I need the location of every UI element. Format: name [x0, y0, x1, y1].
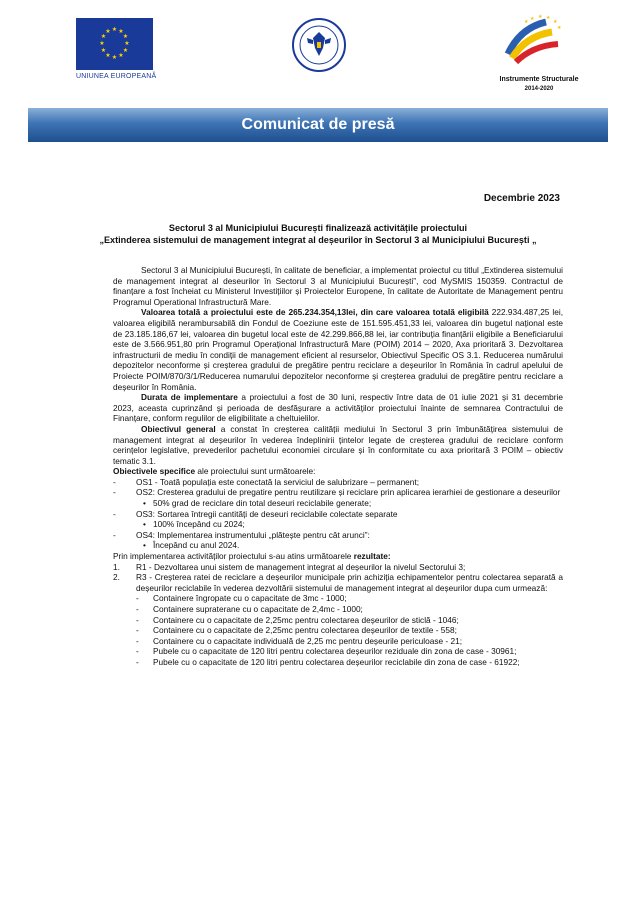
svg-text:★: ★: [100, 47, 107, 54]
svg-text:★: ★: [105, 28, 111, 35]
svg-text:★: ★: [105, 52, 111, 59]
equipment-item: [113, 593, 563, 604]
list-item-os1: [113, 477, 563, 488]
svg-text:★: ★: [530, 16, 535, 22]
specific-objectives-text: ale proiectului sunt următoarele:: [195, 466, 316, 477]
general-objective-text: a constat în creșterea calității mediului în Sectorul 3 prin îmbunătățirea sistemului de management integrat al deșeurilor în vederea îndeplinirii țintelor legate de creșterea gradului de reciclare conform cerințelor legislative, prevederilor pachetului economiei circulare și în conformitate cu axa prioritară 3 POIM – obiectiv tematic 3.1.: [113, 423, 563, 466]
equipment-item: [113, 604, 563, 615]
results-bold: rezultate:: [353, 551, 391, 562]
list-item-os4-target: [113, 540, 563, 551]
svg-text:★: ★: [118, 28, 124, 35]
dash-marker: -: [136, 625, 139, 636]
equipment-text: Containere supraterane cu o capacitate de 2,4mc - 1000;: [153, 604, 363, 614]
os4-target-text: Începând cu anul 2024.: [153, 540, 240, 551]
eu-flag-icon: [76, 18, 153, 70]
release-body: [113, 265, 563, 668]
equipment-item: [113, 625, 563, 636]
number-marker: 2.: [113, 572, 120, 583]
result-item-2: [113, 572, 563, 593]
list-item-os4: [113, 530, 563, 541]
bullet-marker: •: [143, 540, 146, 551]
release-heading: [60, 222, 576, 246]
svg-text:★: ★: [524, 19, 529, 25]
value-paragraph: [113, 307, 563, 392]
equipment-item: [113, 657, 563, 668]
equipment-text: Containere cu o capacitate de 2,25mc pentru colectarea deșeurilor de textile - 558;: [153, 625, 457, 636]
result-item-1: [113, 562, 563, 573]
eu-caption: UNIUNEA EUROPEANĂ: [76, 73, 157, 80]
intro-paragraph: Sectorul 3 al Municipiului București, în calitate de beneficiar, a implementat proiectul cu titlul „Extinderea sistemului de management integrat al deseurilor în Sectorul 3 al Municipiului București”, cod MySMIS 150359. Contractul de finanțare a fost încheiat cu Ministerul Investițiilor și Proiectelor Europene, în calitate de Autoritate de Management pentru Programul Operational Infrastructură Mare.: [113, 265, 563, 307]
structural-instruments-logo-icon: [500, 14, 564, 66]
banner-title: Comunicat de presă: [241, 116, 395, 133]
equipment-text: Containere cu o capacitate individuală de 2,25 mc pentru deșeurile periculoase - 21;: [153, 635, 463, 646]
svg-text:★: ★: [546, 15, 551, 21]
result-2-text: R3 - Creșterea ratei de reciclare a deșeurilor municipale prin achiziția echipamentelor pentru colectarea separată a deșeurilor reciclabile în vederea dezvoltării sistemului de management integrat al deșeurilor dupa cum urmează:: [136, 572, 563, 593]
duration-text: a proiectului a fost de 30 luni, respectiv între data de 01 iulie 2021 și 31 decembrie 2023, aceasta cuprinzând și perioada de desfășurare a activităților proiectului înainte de semnarea Contractului de Finanțare, conform regulilor de eligibilitate a cheltuielilor.: [113, 392, 563, 424]
svg-text:★: ★: [122, 47, 129, 54]
structural-instruments-caption: Instrumente Structurale: [499, 76, 579, 83]
results-intro-text: Prin implementarea activităților proiectului s-au atins următoarele: [113, 551, 354, 562]
number-marker: 1.: [113, 561, 120, 572]
os1-text: OS1 - Toată populația este conectată la serviciul de salubrizare – permanent;: [136, 476, 420, 487]
dash-marker: -: [136, 635, 139, 646]
svg-text:★: ★: [111, 54, 118, 61]
os4-text: OS4: Implementarea instrumentului „plătește pentru cât arunci”:: [136, 529, 370, 540]
results-intro: [113, 551, 563, 562]
svg-text:★: ★: [111, 26, 118, 33]
dash-marker: -: [136, 656, 139, 667]
duration-paragraph: [113, 392, 563, 424]
bullet-marker: •: [143, 519, 146, 530]
release-date: Decembrie 2023: [483, 193, 560, 204]
list-item-os2: [113, 487, 563, 498]
os2-target-text: 50% grad de reciclare din total deseuri reciclabile generate;: [153, 498, 372, 509]
specific-objectives-paragraph: [113, 466, 563, 477]
general-objective-bold: Obiectivul general: [141, 423, 216, 434]
svg-text:★: ★: [553, 19, 558, 25]
value-text: 222.934.487,25 lei, valoarea eligibilă nerambursabilă din Fondul de Coeziune este de 151.595.451,33 lei, valoarea din bugetul național este de 23.185.186,67 lei, valoarea din bugetul local este de 42.299.866,88 lei, iar contribuția finanțării eligibile a Beneficiarului este de 3.566.951,80 prin Programul Operațional Infrastructură Mare (POIM) 2014 – 2020, Axa prioritară 3. Dezvoltarea infrastructurii de mediu în condiții de management eficient al resurselor, Obiectivul Specific OS 3.1. Reducerea numărului depozitelor neconforme și creșterea gradului de pregătire pentru reciclare a deșeurilor în România în cadrul apelului de Proiecte POIM/870/3/1/Reducerea numarului depozitelor neconforme și creșterea gradului de pregătire pentru reciclare a deșeurilor în România.: [113, 307, 564, 392]
dash-marker: -: [113, 508, 116, 519]
svg-text:★: ★: [538, 14, 543, 20]
equipment-item: [113, 646, 563, 657]
result-1-text: R1 - Dezvoltarea unui sistem de management integrat al deșeurilor la nivelul Sectorului 3;: [136, 561, 466, 572]
value-bold: Valoarea totală a proiectului este de 265.234.354,13lei, din care valoarea totală eligibilă: [141, 307, 489, 318]
svg-text:★: ★: [124, 40, 130, 47]
equipment-text: Containere cu o capacitate de 2,25mc pentru colectarea deșeurilor de sticlă - 1046;: [153, 614, 459, 625]
svg-text:★: ★: [122, 33, 129, 40]
equipment-item: [113, 636, 563, 647]
svg-text:★: ★: [557, 25, 562, 31]
svg-text:★: ★: [118, 52, 124, 59]
equipment-text: Containere îngropate cu o capacitate de 3mc - 1000;: [153, 593, 347, 604]
press-release-banner: [28, 108, 608, 142]
heading-line-2: „Extinderea sistemului de management integrat al deșeurilor în Sectorul 3 al Municipiului București „: [99, 235, 537, 245]
logo-bar: [0, 0, 636, 105]
list-item-os2-target: [113, 498, 563, 509]
structural-instruments-years: 2014-2020: [524, 86, 554, 92]
duration-bold: Durata de implementare: [141, 392, 238, 403]
dash-marker: -: [113, 487, 116, 498]
heading-line-1: Sectorul 3 al Municipiului București finalizează activitățile proiectului: [168, 223, 468, 233]
dash-marker: -: [113, 476, 116, 487]
os3-text: OS3: Sortarea întregii cantități de deseuri reciclabile colectate separate: [136, 508, 398, 519]
specific-objectives-bold: Obiectivele specifice: [113, 466, 196, 477]
os2-text: OS2: Cresterea gradului de pregatire pentru reutilizare și reciclare prin aplicarea ierarhiei de gestionare a deseurilor: [136, 487, 561, 498]
bullet-marker: •: [143, 498, 146, 509]
svg-text:★: ★: [99, 40, 105, 47]
government-seal-icon: [292, 18, 346, 72]
os3-target-text: 100% începând cu 2024;: [153, 519, 245, 530]
dash-marker: -: [113, 529, 116, 540]
equipment-text: Pubele cu o capacitate de 120 litri pentru colectarea deșeurilor reziduale din zona de case - 30961;: [153, 646, 517, 657]
dash-marker: -: [136, 593, 139, 604]
equipment-text: Pubele cu o capacitate de 120 litri pentru colectarea deșeurilor reciclabile din zona de case - 61922;: [153, 656, 520, 667]
equipment-item: [113, 615, 563, 626]
general-objective-paragraph: [113, 424, 563, 466]
svg-text:★: ★: [100, 33, 107, 40]
list-item-os3-target: [113, 519, 563, 530]
dash-marker: -: [136, 646, 139, 657]
dash-marker: -: [136, 604, 139, 614]
list-item-os3: [113, 509, 563, 520]
dash-marker: -: [136, 614, 139, 625]
